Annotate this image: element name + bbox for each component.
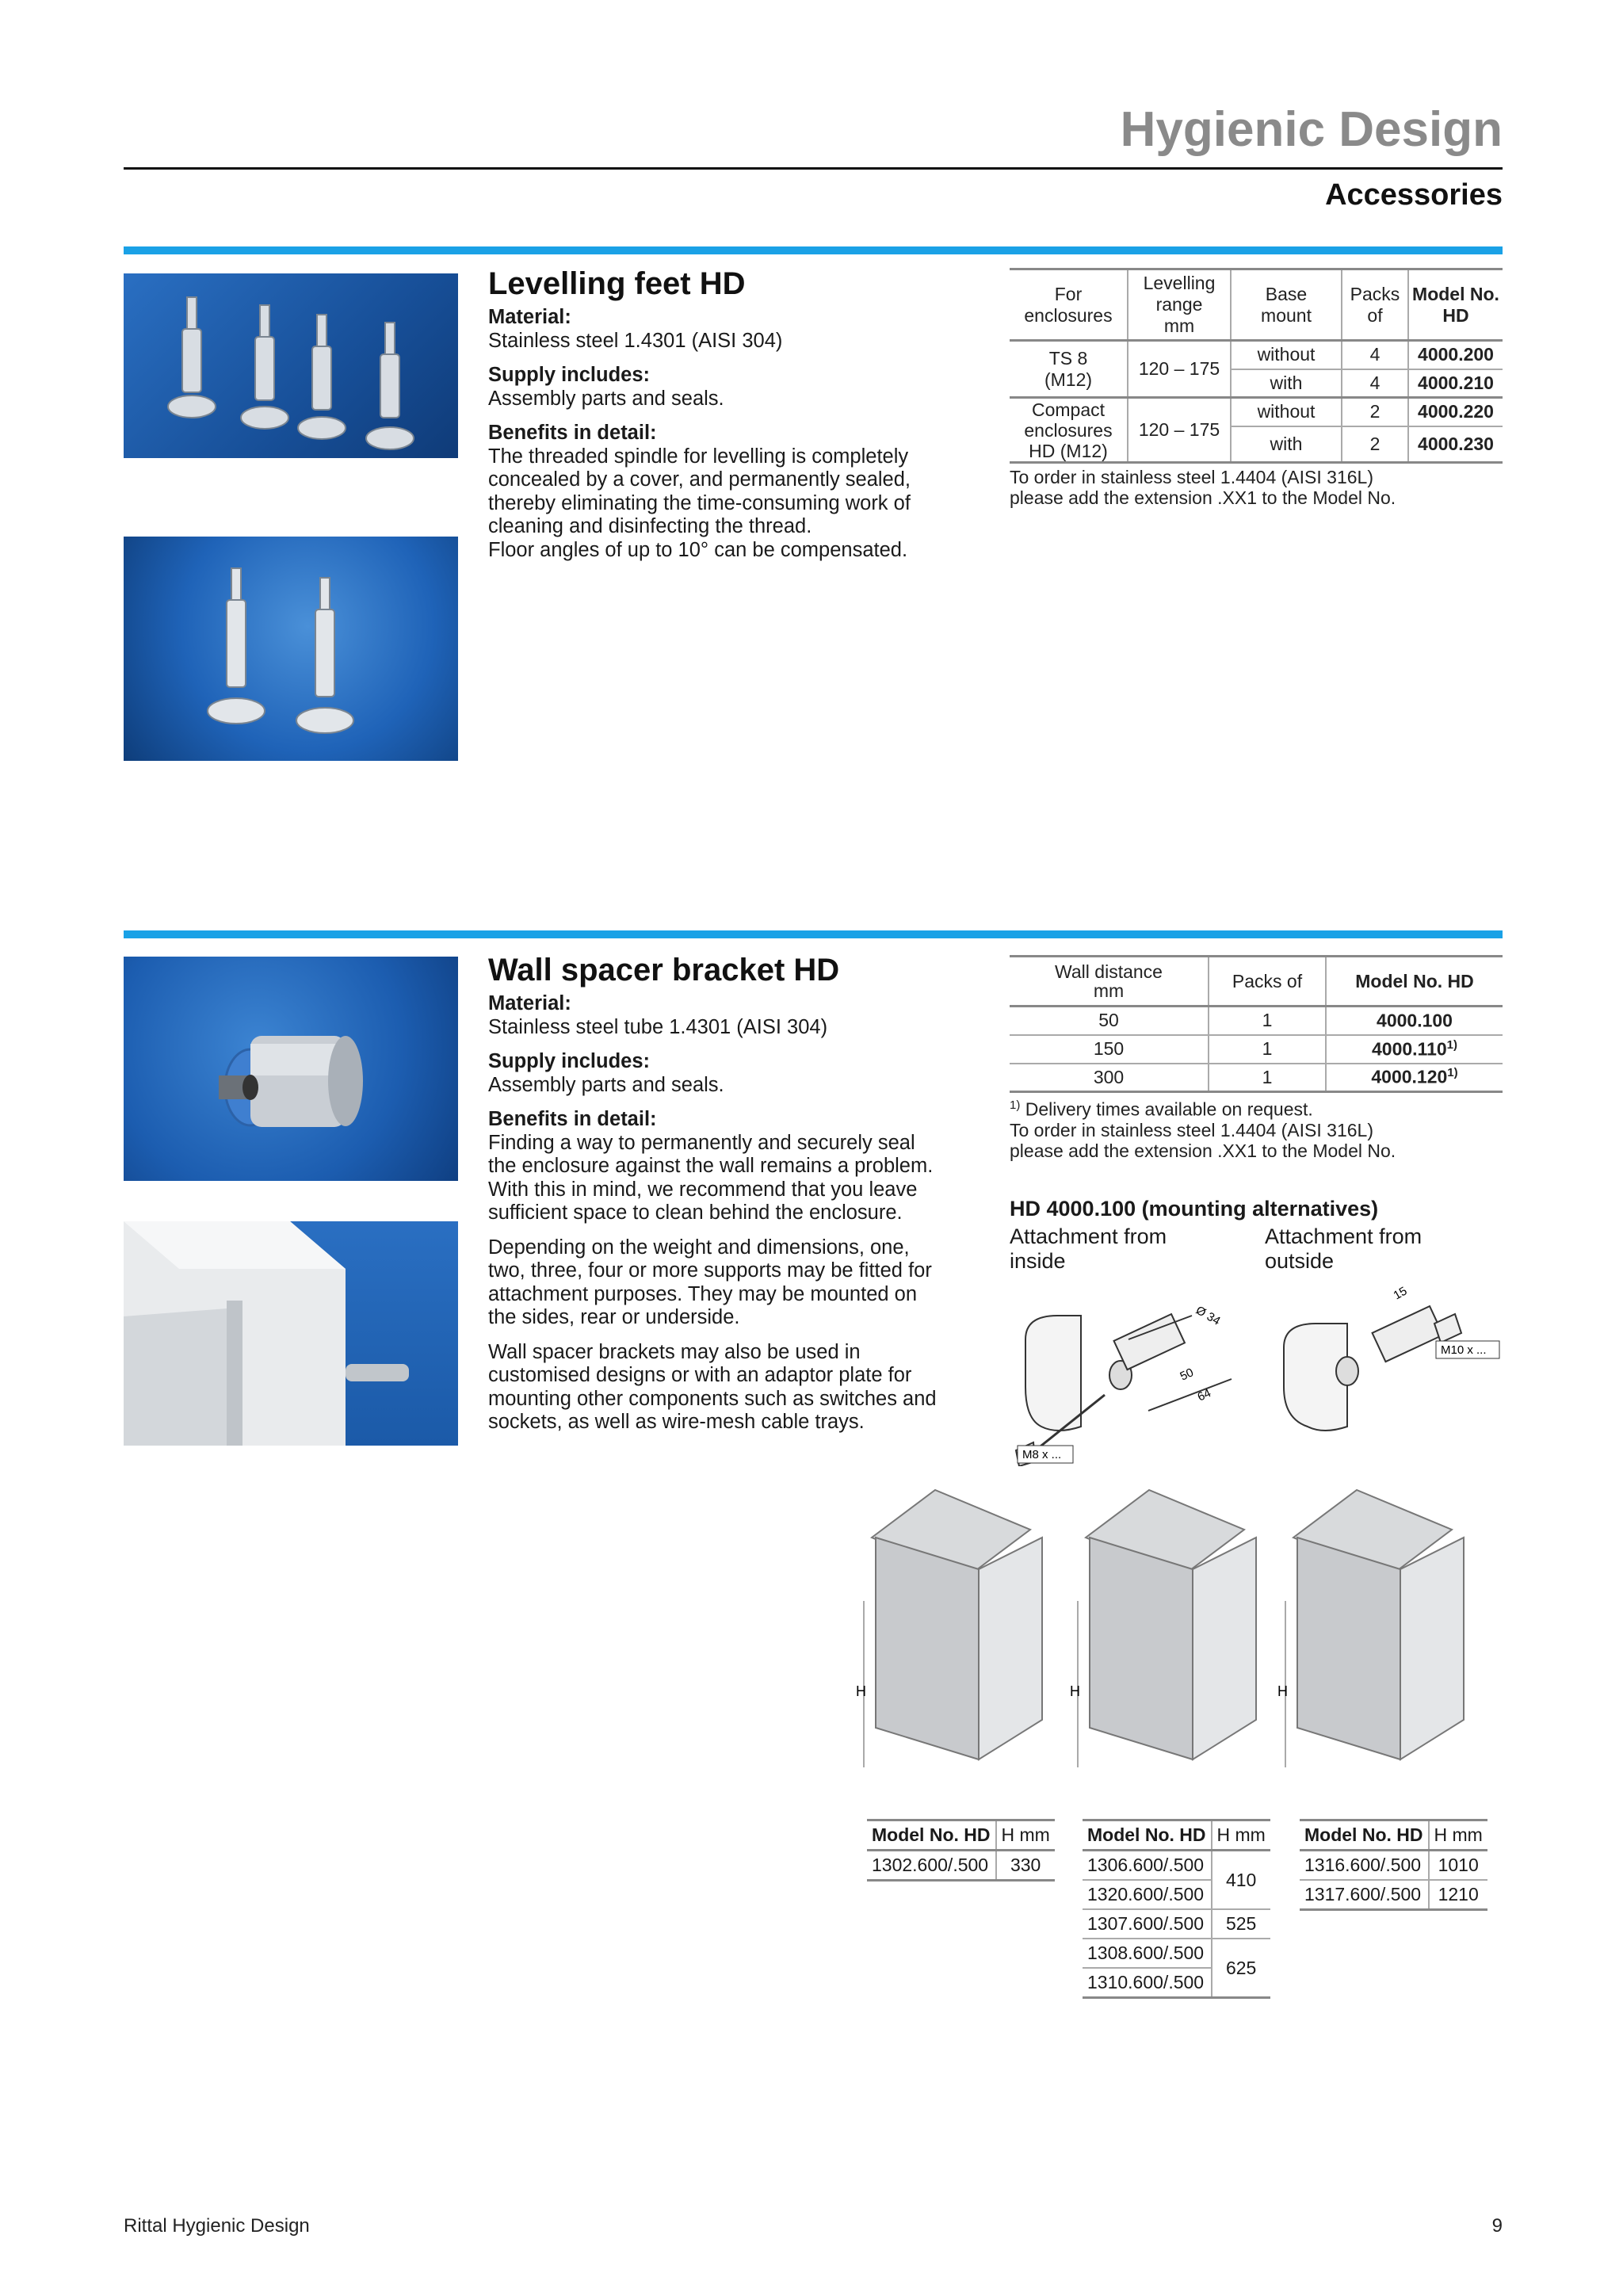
dim-15: 15 bbox=[1391, 1284, 1410, 1303]
col-header-packs: Packs of bbox=[1342, 269, 1408, 341]
packs-cell: 2 bbox=[1342, 426, 1408, 463]
section-rule-levelling bbox=[124, 246, 1503, 254]
page-number: 9 bbox=[1491, 2215, 1503, 2237]
material-text: Stainless steel tube 1.4301 (AISI 304) bbox=[488, 1015, 828, 1038]
h-cell: 330 bbox=[996, 1851, 1055, 1881]
col-header-model: Model No. HD bbox=[1412, 283, 1499, 326]
col-header-h: H mm bbox=[1429, 1820, 1487, 1851]
m8-label: M8 x ... bbox=[1022, 1448, 1062, 1461]
outside-label: Attachment from outside bbox=[1265, 1224, 1423, 1273]
benefits-line: the enclosure against the wall remains a problem. bbox=[488, 1155, 934, 1177]
h-cell: 1210 bbox=[1429, 1880, 1487, 1910]
benefits-line: two, three, four or more supports may be fitted for bbox=[488, 1259, 932, 1282]
benefits-line: sufficient space to clean behind the enclosure. bbox=[488, 1201, 903, 1224]
benefits-line: Wall spacer brackets may also be used in bbox=[488, 1340, 861, 1363]
distance-cell: 150 bbox=[1010, 1035, 1209, 1064]
wall-table bbox=[1010, 955, 1503, 1093]
h-cell: 1010 bbox=[1429, 1851, 1487, 1881]
m10-label: M10 x ... bbox=[1441, 1343, 1487, 1357]
model-cell: 4000.200 bbox=[1418, 344, 1494, 365]
levelling-description bbox=[488, 306, 980, 562]
group-ts8: TS 8 (M12) bbox=[1010, 341, 1128, 398]
model-cell: 4000.110$^{1)}$ bbox=[1371, 1037, 1457, 1060]
col-header-distance: Wall distance mm bbox=[1010, 957, 1209, 1007]
page-subtitle: Accessories bbox=[1325, 178, 1503, 212]
enclosure-illustration-1 bbox=[856, 1482, 1046, 1799]
h-cell: 625 bbox=[1212, 1939, 1270, 1998]
levelling-title: Levelling feet HD bbox=[488, 266, 746, 301]
levelling-feet-photo-2 bbox=[124, 537, 458, 761]
model-cell: 1307.600/.500 bbox=[1083, 1909, 1212, 1939]
packs-cell: 1 bbox=[1209, 1007, 1326, 1035]
section-rule-wall bbox=[124, 930, 1503, 938]
base-cell: without bbox=[1231, 341, 1342, 369]
levelling-note: To order in stainless steel 1.4404 (AISI 316L) please add the extension .XX1 to the Model No. bbox=[1010, 467, 1396, 508]
model-table-2 bbox=[1083, 1819, 1270, 1999]
supply-label: Supply includes: bbox=[488, 1050, 651, 1072]
col-header-model: Model No. HD bbox=[867, 1820, 996, 1851]
supply-text: Assembly parts and seals. bbox=[488, 1073, 724, 1096]
model-cell: 1320.600/.500 bbox=[1083, 1880, 1212, 1909]
outside-label-line2: outside bbox=[1265, 1249, 1335, 1273]
col-header-enclosures: For enclosures bbox=[1010, 269, 1128, 341]
range-cell: 120 – 175 bbox=[1128, 341, 1231, 398]
distance-cell: 50 bbox=[1010, 1007, 1209, 1035]
wall-spacer-photo-1 bbox=[124, 957, 458, 1181]
model-cell: 1310.600/.500 bbox=[1083, 1968, 1212, 1998]
material-text: Stainless steel 1.4301 (AISI 304) bbox=[488, 329, 783, 352]
col-header-h: H mm bbox=[1212, 1820, 1270, 1851]
benefits-line: thereby eliminating the time-consuming work of bbox=[488, 491, 911, 514]
wall-spacer-photo-2 bbox=[124, 1221, 458, 1446]
model-cell: 1308.600/.500 bbox=[1083, 1939, 1212, 1968]
page-title: Hygienic Design bbox=[1120, 102, 1503, 157]
benefits-line: attachment purposes. They may be mounted on bbox=[488, 1282, 918, 1305]
benefits-label: Benefits in detail: bbox=[488, 422, 657, 444]
model-cell: 4000.220 bbox=[1418, 401, 1494, 422]
benefits-line: the sides, rear or underside. bbox=[488, 1306, 740, 1328]
group-compact: Compact enclosures HD (M12) bbox=[1010, 398, 1128, 463]
base-cell: with bbox=[1231, 369, 1342, 398]
wall-description bbox=[488, 992, 980, 1435]
mounting-diagram-outside bbox=[1260, 1284, 1514, 1442]
col-header-model: Model No. HD bbox=[1083, 1820, 1212, 1851]
packs-cell: 1 bbox=[1209, 1064, 1326, 1092]
dim-64: 64 bbox=[1195, 1386, 1213, 1404]
packs-cell: 1 bbox=[1209, 1035, 1326, 1064]
mounting-diagram-inside bbox=[1010, 1292, 1247, 1466]
inside-label: Attachment from inside bbox=[1010, 1224, 1167, 1273]
dim-h: H bbox=[856, 1683, 866, 1699]
base-cell: with bbox=[1231, 426, 1342, 463]
model-cell: 1306.600/.500 bbox=[1083, 1851, 1212, 1881]
supply-label: Supply includes: bbox=[488, 364, 651, 386]
packs-cell: 4 bbox=[1342, 369, 1408, 398]
enclosure-illustration-2 bbox=[1070, 1482, 1260, 1799]
material-label: Material: bbox=[488, 992, 571, 1014]
enclosure-illustration-3 bbox=[1277, 1482, 1484, 1799]
col-header-model: Model No. HD bbox=[1355, 970, 1474, 991]
h-cell: 410 bbox=[1212, 1851, 1270, 1910]
levelling-table bbox=[1010, 268, 1503, 464]
benefits-line: Finding a way to permanently and securely seal bbox=[488, 1131, 915, 1154]
model-table-1 bbox=[867, 1819, 1055, 1881]
supply-text: Assembly parts and seals. bbox=[488, 387, 724, 410]
packs-cell: 4 bbox=[1342, 341, 1408, 369]
model-cell: 4000.230 bbox=[1418, 433, 1494, 454]
material-label: Material: bbox=[488, 306, 571, 328]
col-header-range: Levelling range mm bbox=[1128, 269, 1231, 341]
dim-50: 50 bbox=[1178, 1366, 1196, 1384]
dim-h: H bbox=[1070, 1683, 1080, 1699]
benefits-line: customised designs or with an adaptor plate for bbox=[488, 1364, 912, 1386]
model-table-3 bbox=[1300, 1819, 1487, 1911]
benefits-line: mounting other components such as switches and bbox=[488, 1387, 937, 1410]
benefits-label: Benefits in detail: bbox=[488, 1108, 657, 1130]
benefits-line: cleaning and disinfecting the thread. bbox=[488, 515, 812, 537]
benefits-line: The threaded spindle for levelling is completely bbox=[488, 445, 909, 468]
model-cell: 1302.600/.500 bbox=[867, 1851, 996, 1881]
dim-h: H bbox=[1277, 1683, 1288, 1699]
h-cell: 525 bbox=[1212, 1909, 1270, 1939]
wall-note: $^{1)}$ Delivery times available on request. To order in stainless steel 1.4404 (AISI 316L) please add the extension .XX1 to the Model No. bbox=[1010, 1095, 1396, 1161]
distance-cell: 300 bbox=[1010, 1064, 1209, 1092]
wall-title: Wall spacer bracket HD bbox=[488, 953, 840, 988]
benefits-line: concealed by a cover, and permanently sealed, bbox=[488, 468, 911, 491]
col-header-model: Model No. HD bbox=[1300, 1820, 1429, 1851]
header-rule bbox=[124, 167, 1503, 170]
model-cell: 4000.100 bbox=[1377, 1010, 1453, 1031]
range-cell: 120 – 175 bbox=[1128, 398, 1231, 463]
dim-34: Ø 34 bbox=[1193, 1303, 1223, 1328]
model-cell: 1317.600/.500 bbox=[1300, 1880, 1429, 1910]
benefits-line: sockets, as well as wire-mesh cable trays. bbox=[488, 1411, 865, 1433]
col-header-base: Base mount bbox=[1231, 269, 1342, 341]
footer-brand: Rittal Hygienic Design bbox=[124, 2215, 310, 2237]
model-cell: 4000.120$^{1)}$ bbox=[1371, 1066, 1458, 1088]
model-cell: 1316.600/.500 bbox=[1300, 1851, 1429, 1881]
mounting-title: HD 4000.100 (mounting alternatives) bbox=[1010, 1197, 1379, 1221]
footnote: $^{1)}$ Delivery times available on request. bbox=[1010, 1098, 1313, 1120]
benefits-line: Floor angles of up to 10° can be compensated. bbox=[488, 538, 908, 561]
levelling-feet-photo-1 bbox=[124, 273, 458, 458]
benefits-line: With this in mind, we recommend that you leave bbox=[488, 1178, 918, 1201]
col-header-h: H mm bbox=[996, 1820, 1055, 1851]
model-cell: 4000.210 bbox=[1418, 372, 1494, 393]
benefits-line: Depending on the weight and dimensions, one, bbox=[488, 1236, 910, 1259]
col-header-packs: Packs of bbox=[1209, 957, 1326, 1007]
packs-cell: 2 bbox=[1342, 398, 1408, 426]
base-cell: without bbox=[1231, 398, 1342, 426]
